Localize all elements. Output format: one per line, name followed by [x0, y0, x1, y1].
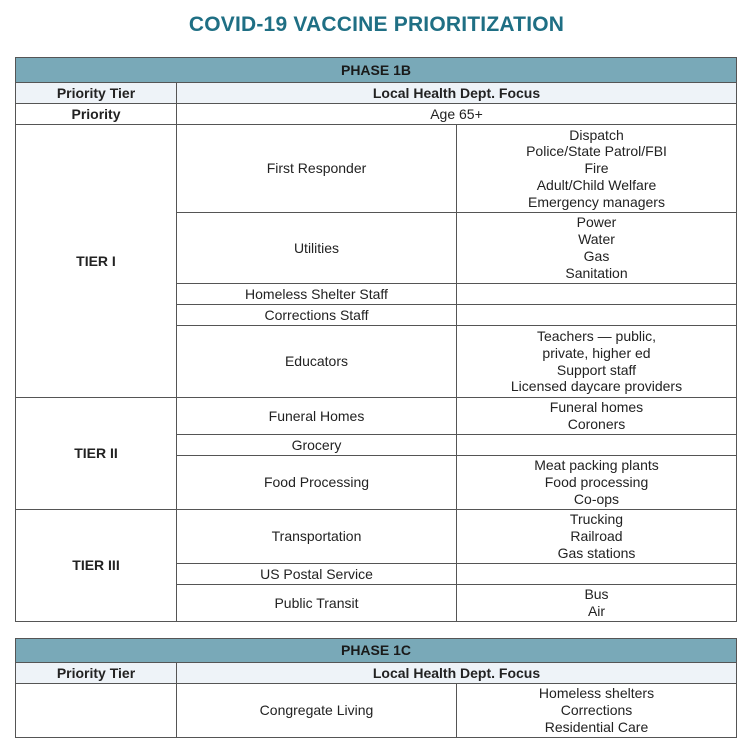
item: Teachers — public, [536, 327, 657, 344]
item: Fire [584, 160, 609, 177]
category-congregate-living: Congregate Living [177, 684, 457, 738]
priority-label: Priority [16, 104, 177, 125]
items-empty [457, 435, 737, 456]
item: Support staff [556, 361, 637, 378]
item: Gas stations [557, 544, 636, 561]
priority-tier-header: Priority Tier [16, 663, 177, 684]
item: Corrections [560, 702, 633, 719]
item: Bus [584, 586, 609, 603]
items-transportation [457, 510, 737, 564]
category-grocery: Grocery [177, 435, 457, 456]
items-empty [457, 305, 737, 326]
phase-1c-table [15, 638, 737, 738]
item: Coroners [567, 416, 626, 432]
category-funeral-homes: Funeral Homes [177, 398, 457, 435]
category-educators: Educators [177, 326, 457, 398]
item: Emergency managers [528, 193, 665, 210]
priority-tier-header: Priority Tier [16, 83, 177, 104]
items-empty [457, 284, 737, 305]
item: Licensed daycare providers [510, 378, 683, 395]
category-food-processing: Food Processing [177, 456, 457, 510]
item: Police/State Patrol/FBI [526, 143, 667, 160]
category-homeless-shelter-staff: Homeless Shelter Staff [177, 284, 457, 305]
item: Meat packing plants [534, 457, 659, 474]
category-transportation: Transportation [177, 510, 457, 564]
item: Water [578, 231, 615, 248]
focus-header: Local Health Dept. Focus [177, 663, 737, 684]
category-utilities: Utilities [177, 213, 457, 284]
item: Air [587, 603, 606, 619]
item: Funeral homes [549, 399, 644, 416]
tier-empty [16, 684, 177, 738]
items-funeral-homes [457, 398, 737, 435]
item: Co-ops [573, 490, 620, 507]
item: Homeless shelters [538, 685, 655, 702]
tier-2-label: TIER II [16, 398, 177, 510]
item: Dispatch [569, 126, 624, 143]
focus-header: Local Health Dept. Focus [177, 83, 737, 104]
item: Gas [583, 248, 610, 264]
category-public-transit: Public Transit [177, 585, 457, 622]
item: private, higher ed [542, 344, 651, 361]
category-us-postal-service: US Postal Service [177, 564, 457, 585]
priority-value: Age 65+ [177, 104, 737, 125]
items-public-transit [457, 585, 737, 622]
items-utilities [457, 213, 737, 284]
tier-3-label: TIER III [16, 510, 177, 622]
item: Adult/Child Welfare [536, 176, 657, 193]
item: Residential Care [544, 718, 649, 735]
items-congregate-living [457, 684, 737, 738]
items-first-responder [457, 125, 737, 213]
phase-1b-heading: PHASE 1B [16, 58, 737, 83]
category-first-responder: First Responder [177, 125, 457, 213]
items-educators [457, 326, 737, 398]
page-title: COVID-19 VACCINE PRIORITIZATION [188, 13, 565, 36]
items-empty [457, 564, 737, 585]
phase-1b-table [15, 57, 737, 622]
items-food-processing [457, 456, 737, 510]
phase-1c-heading: PHASE 1C [16, 639, 737, 663]
item: Railroad [570, 528, 623, 545]
item: Sanitation [565, 264, 628, 281]
item: Food processing [544, 474, 649, 491]
item: Power [576, 214, 617, 231]
category-corrections-staff: Corrections Staff [177, 305, 457, 326]
item: Trucking [569, 511, 624, 528]
tier-1-label: TIER I [16, 125, 177, 398]
